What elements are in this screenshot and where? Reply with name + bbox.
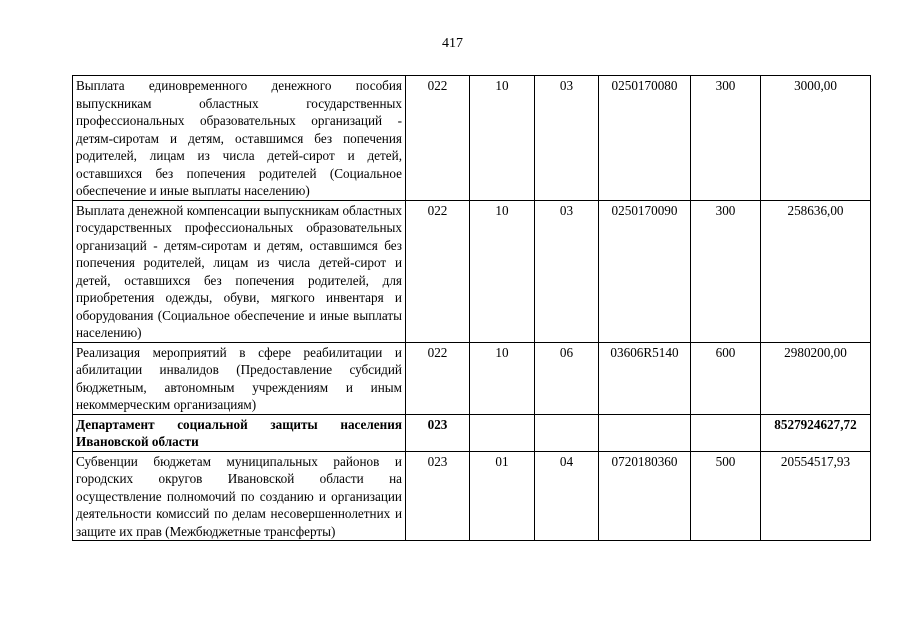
table-row	[73, 200, 871, 342]
amount: 3000,00	[761, 76, 871, 201]
row-description: Субвенции бюджетам муниципальных районов и городских округов Ивановской области на осуществление полномочий по созданию и организации деятельности комиссий по делам несовершеннолетних и защите их прав (Межбюджетные трансферты)	[73, 451, 406, 541]
page-number: 417	[442, 36, 463, 51]
row-description: Выплата единовременного денежного пособия выпускникам областных государственных профессиональных образовательных организаций - детям-сиротам и детям, оставшимся без попечения родителей, лицам из числа детей-сирот и детей, оставшихся без попечения родителей (Социальное обеспечение и иные выплаты населению)	[73, 76, 406, 201]
section-code	[470, 414, 535, 451]
section-code: 10	[470, 342, 535, 414]
subsection-code: 03	[535, 200, 599, 342]
expense-type-code: 300	[691, 76, 761, 201]
table-row	[73, 451, 871, 541]
section-code: 10	[470, 200, 535, 342]
expense-type-code: 600	[691, 342, 761, 414]
row-description: Реализация мероприятий в сфере реабилитации и абилитации инвалидов (Предоставление субсидий бюджетным, автономным учреждениям и иным некоммерческим организациям)	[73, 342, 406, 414]
subsection-code	[535, 414, 599, 451]
target-article-code: 0720180360	[599, 451, 691, 541]
amount: 258636,00	[761, 200, 871, 342]
ministry-code: 022	[406, 342, 470, 414]
amount: 20554517,93	[761, 451, 871, 541]
ministry-code: 022	[406, 200, 470, 342]
target-article-code: 03606R5140	[599, 342, 691, 414]
expense-type-code	[691, 414, 761, 451]
ministry-code: 023	[406, 451, 470, 541]
ministry-code: 022	[406, 76, 470, 201]
amount: 2980200,00	[761, 342, 871, 414]
expense-type-code: 500	[691, 451, 761, 541]
section-code: 01	[470, 451, 535, 541]
department-row	[73, 414, 871, 451]
expense-type-code: 300	[691, 200, 761, 342]
ministry-code: 023	[406, 414, 470, 451]
table-row	[73, 342, 871, 414]
budget-table	[72, 75, 871, 541]
department-total-amount: 8527924627,72	[761, 414, 871, 451]
subsection-code: 03	[535, 76, 599, 201]
row-description: Выплата денежной компенсации выпускникам областных государственных профессиональных образовательных организаций - детям-сиротам и детям, оставшимся без попечения родителей, лицам из числа детей-сирот и детей, оставшихся без попечения родителей, для приобретения одежды, обуви, мягкого инвентаря и оборудования (Социальное обеспечение и иные выплаты населению)	[73, 200, 406, 342]
subsection-code: 04	[535, 451, 599, 541]
subsection-code: 06	[535, 342, 599, 414]
section-code: 10	[470, 76, 535, 201]
department-name: Департамент социальной защиты населения Ивановской области	[73, 414, 406, 451]
target-article-code: 0250170090	[599, 200, 691, 342]
table-row	[73, 76, 871, 201]
target-article-code: 0250170080	[599, 76, 691, 201]
target-article-code	[599, 414, 691, 451]
